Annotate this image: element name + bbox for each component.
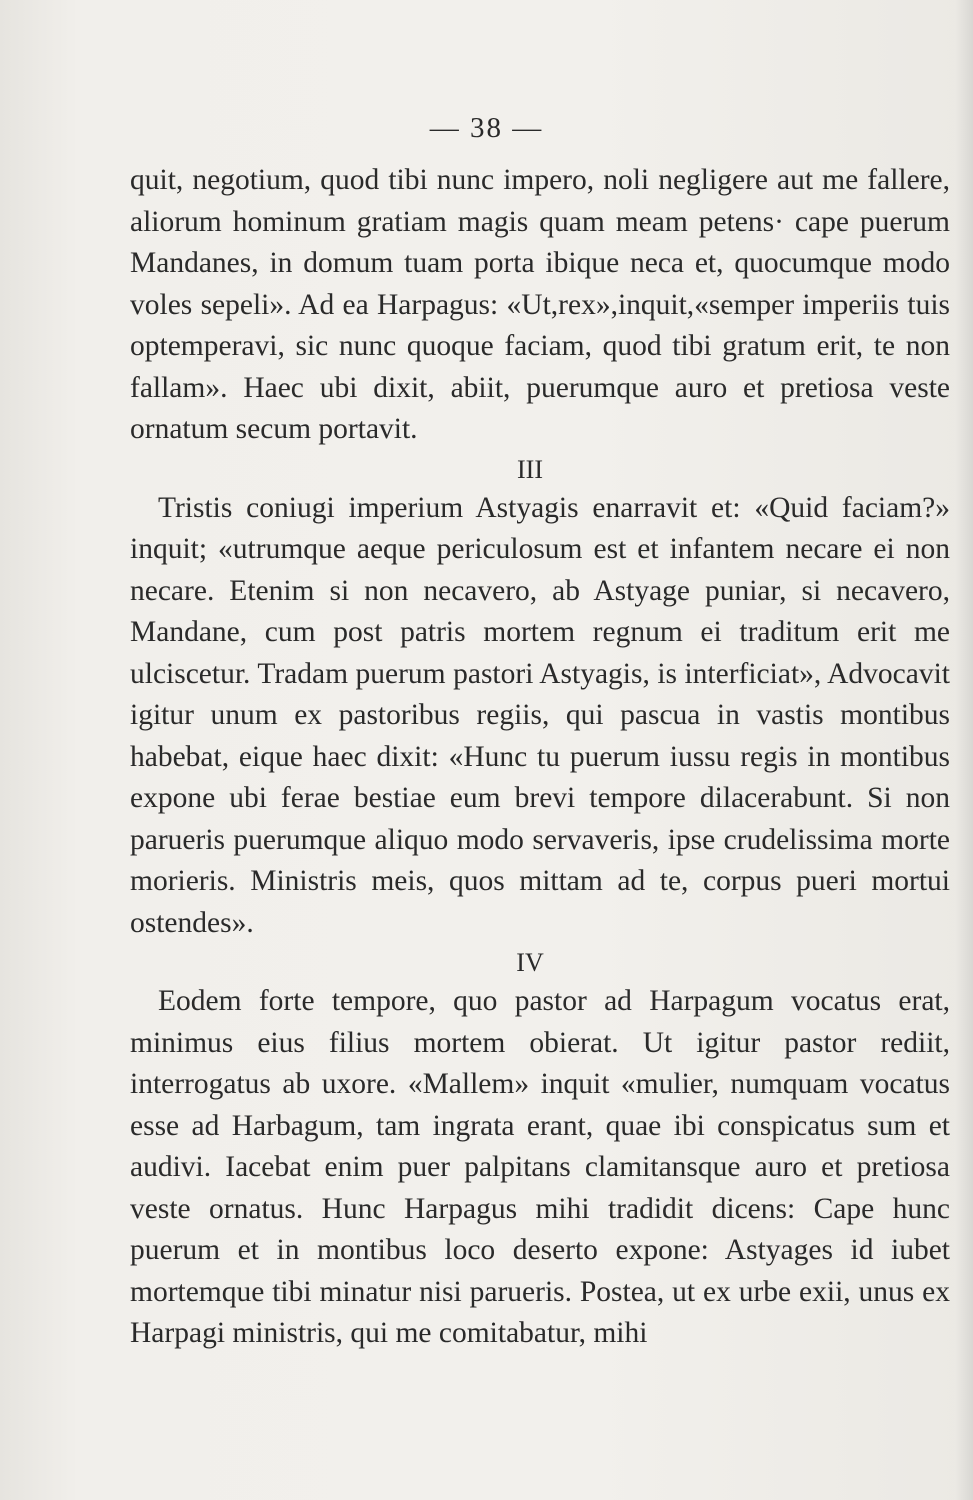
paragraph-3: Eodem forte tempore, quo pastor ad Harpagum vocatus erat, minimus eius filius mortem obierat. Ut igitur pastor rediit, interrogatus ab uxore. «Mallem» inquit «mulier, numquam vocatus esse ad Harbagum, tam ingrata erant, quae ibi conspicatus sum et audivi. Iacebat enim puer palpitans clamitansque auro et pretiosa veste ornatus. Hunc Harpagus mihi tradidit dicens: Cape hunc puerum et in montibus loco deserto expone: Astyages id iubet mortemque tibi minatur nisi parueris. Postea, ut ex urbe exii, unus ex Harpagi ministris, qui me comitabatur, mihi bbox=[130, 985, 950, 1349]
section-heading-iv: IV bbox=[516, 948, 544, 977]
body-text bbox=[130, 160, 950, 1355]
paragraph-2: Tristis coniugi imperium Astyagis enarravit et: «Quid faciam?» inquit; «utrumque aeque periculosum est et infantem necare ei non necare. Etenim si non necavero, ab Astyage puniar, si necavero, Mandane, cum post patris mortem regnum ei traditum erit me ulciscetur. Tradam puerum pastori Astyagis, is interficiat», Advocavit igitur unum ex pastoribus regiis, qui pascua in vastis montibus habebat, eique haec dixit: «Hunc tu puerum iussu regis in montibus expone ubi ferae bestiae eum brevi tempore dilacerabunt. Si non parueris puerumque aliquo modo servaveris, ipse crudelissima morte morieris. Ministris meis, quos mittam ad te, corpus pueri mortui ostendes». bbox=[130, 491, 950, 939]
paragraph-1: quit, negotium, quod tibi nunc impero, noli negligere aut me fallere, aliorum hominum gratiam magis quam meam petens· cape puerum Mandanes, in domum tuam porta ibique neca et, quocumque modo voles sepeli». Ad ea Harpagus: «Ut,rex»,inquit,«semper imperiis tuis optemperavi, sic nunc quoque faciam, quod tibi gratum erit, te non fallam». Haec ubi dixit, abiit, puerumque auro et pretiosa veste ornatum secum portavit. bbox=[130, 164, 950, 445]
page-number: — 38 — bbox=[429, 112, 544, 144]
page-fold-shadow bbox=[955, 0, 973, 1500]
section-heading-iii: III bbox=[517, 454, 543, 484]
